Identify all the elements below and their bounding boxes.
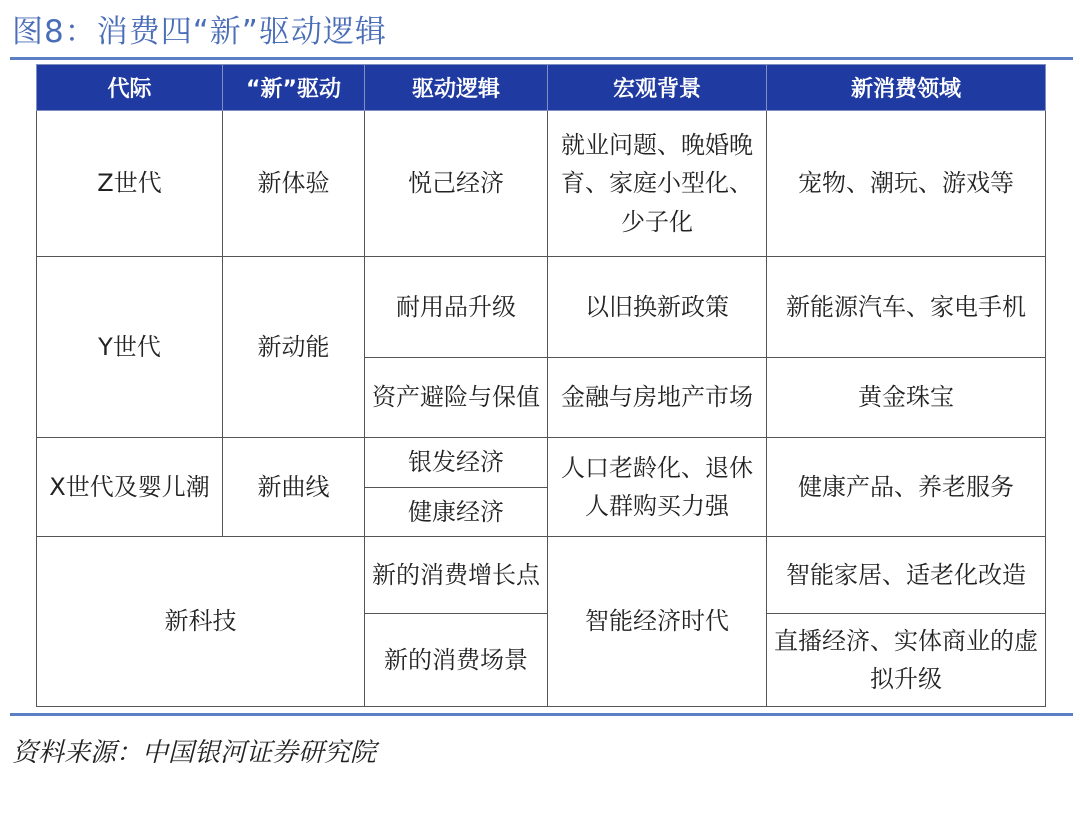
header-background: 宏观背景	[548, 65, 767, 111]
header-generation: 代际	[37, 65, 223, 111]
background-cell: 人口老龄化、退休人群购买力强	[548, 438, 767, 537]
table-row	[37, 257, 1046, 358]
source-note: 资料来源：中国银河证券研究院	[12, 738, 377, 768]
bottom-rule	[10, 713, 1073, 716]
top-rule	[10, 57, 1073, 60]
header-field: 新消费领域	[767, 65, 1046, 111]
table-row	[37, 111, 1046, 257]
background-cell: 就业问题、晚婚晚育、家庭小型化、少子化	[548, 111, 767, 257]
consumption-driver-table	[36, 64, 1046, 707]
driver-cell: 新动能	[223, 257, 365, 438]
table-header-row	[37, 65, 1046, 111]
generation-cell: X世代及婴儿潮	[37, 438, 223, 537]
table-row	[37, 537, 1046, 614]
field-cell: 智能家居、适老化改造	[767, 537, 1046, 614]
header-driver: “新”驱动	[223, 65, 365, 111]
field-cell: 黄金珠宝	[767, 358, 1046, 438]
table-row	[37, 438, 1046, 488]
background-cell: 智能经济时代	[548, 537, 767, 707]
driver-cell: 新科技	[37, 537, 365, 707]
figure-title: 图8：消费四“新”驱动逻辑	[12, 14, 387, 50]
field-cell: 宠物、潮玩、游戏等	[767, 111, 1046, 257]
logic-cell: 耐用品升级	[365, 257, 548, 358]
driver-cell: 新曲线	[223, 438, 365, 537]
background-cell: 金融与房地产市场	[548, 358, 767, 438]
logic-cell: 健康经济	[365, 488, 548, 537]
background-cell: 以旧换新政策	[548, 257, 767, 358]
logic-cell: 新的消费增长点	[365, 537, 548, 614]
logic-cell: 新的消费场景	[365, 614, 548, 707]
driver-cell: 新体验	[223, 111, 365, 257]
logic-cell: 资产避险与保值	[365, 358, 548, 438]
logic-cell: 悦己经济	[365, 111, 548, 257]
field-cell: 新能源汽车、家电手机	[767, 257, 1046, 358]
generation-cell: Y世代	[37, 257, 223, 438]
field-cell: 直播经济、实体商业的虚拟升级	[767, 614, 1046, 707]
header-logic: 驱动逻辑	[365, 65, 548, 111]
logic-cell: 银发经济	[365, 438, 548, 488]
field-cell: 健康产品、养老服务	[767, 438, 1046, 537]
generation-cell: Z世代	[37, 111, 223, 257]
